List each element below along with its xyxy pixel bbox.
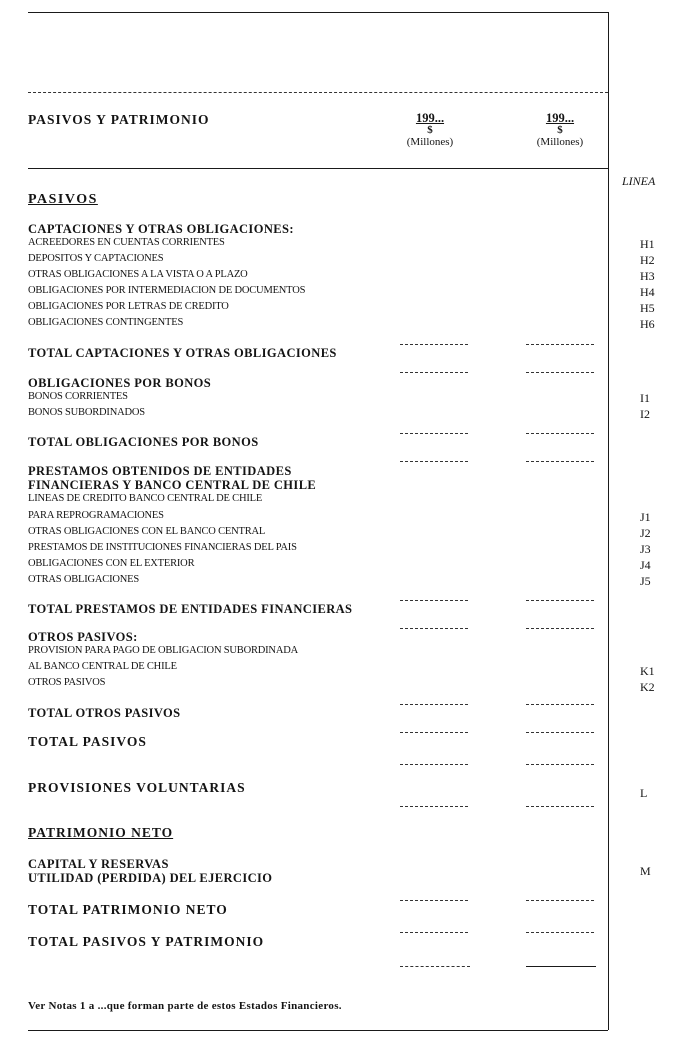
line-code: J4 [640, 558, 651, 572]
total-pasivos: TOTAL PASIVOS [28, 734, 147, 749]
amount-line-col1 [400, 732, 468, 733]
footer-note: Ver Notas 1 a ...que forman parte de estos Estados Financieros. [28, 1000, 342, 1012]
section-pasivos-title: PASIVOS [28, 192, 98, 207]
amount-line-col2 [526, 732, 594, 733]
line-item: AL BANCO CENTRAL DE CHILE [28, 661, 177, 672]
line-code: H1 [640, 237, 655, 251]
line-code: K2 [640, 680, 655, 694]
total-bonos: TOTAL OBLIGACIONES POR BONOS [28, 435, 259, 449]
group-prestamos-title-2: FINANCIERAS Y BANCO CENTRAL DE CHILE [28, 478, 317, 492]
line-item: OBLIGACIONES POR INTERMEDIACION DE DOCUMENTOS [28, 285, 306, 296]
amount-line-col2 [526, 344, 594, 345]
line-code: H5 [640, 301, 655, 315]
line-code: L [640, 786, 648, 800]
page-title: PASIVOS Y PATRIMONIO [28, 112, 210, 127]
line-item: OTRAS OBLIGACIONES A LA VISTA O A PLAZO [28, 269, 248, 280]
line-code: J5 [640, 574, 651, 588]
header-top-rule [28, 92, 608, 93]
line-code: I2 [640, 407, 650, 421]
amount-line-col2 [526, 600, 594, 601]
amount-line-col1 [400, 966, 470, 967]
group-captaciones-title: CAPTACIONES Y OTRAS OBLIGACIONES: [28, 222, 294, 236]
right-rule-upper [608, 12, 609, 150]
total-prestamos: TOTAL PRESTAMOS DE ENTIDADES FINANCIERAS [28, 602, 353, 616]
line-item: LINEAS DE CREDITO BANCO CENTRAL DE CHILE [28, 493, 263, 504]
amount-line-col1 [400, 806, 468, 807]
line-code: J1 [640, 510, 651, 524]
column-2-currency: $ [557, 124, 563, 136]
amount-line-col1 [400, 433, 468, 434]
line-item: PROVISION PARA PAGO DE OBLIGACION SUBORDINADA [28, 645, 298, 656]
line-item: PRESTAMOS DE INSTITUCIONES FINANCIERAS DEL PAIS [28, 542, 297, 553]
line-item: OBLIGACIONES POR LETRAS DE CREDITO [28, 301, 229, 312]
header-bottom-rule [28, 168, 608, 169]
group-prestamos-title-1: PRESTAMOS OBTENIDOS DE ENTIDADES [28, 464, 292, 478]
column-1-year: 199... [415, 111, 445, 125]
line-item: OTROS PASIVOS [28, 677, 106, 688]
amount-line-col1 [400, 628, 468, 629]
line-code: H2 [640, 253, 655, 267]
amount-line-col1 [400, 764, 468, 765]
line-code: H4 [640, 285, 655, 299]
line-item: ACREEDORES EN CUENTAS CORRIENTES [28, 237, 225, 248]
group-bonos-title: OBLIGACIONES POR BONOS [28, 376, 212, 390]
column-1-currency: $ [427, 124, 433, 136]
column-1-header [390, 112, 470, 148]
line-code: K1 [640, 664, 655, 678]
line-item: PARA REPROGRAMACIONES [28, 510, 164, 521]
total-patrimonio: TOTAL PATRIMONIO NETO [28, 902, 228, 917]
linea-label: LINEA [622, 174, 656, 188]
line-code: I1 [640, 391, 650, 405]
amount-line-col1 [400, 900, 468, 901]
total-otros-pasivos: TOTAL OTROS PASIVOS [28, 706, 181, 720]
bottom-rule [28, 1030, 608, 1031]
column-1-unit: (Millones) [406, 136, 454, 148]
line-item: BONOS SUBORDINADOS [28, 407, 145, 418]
amount-line-col2 [526, 764, 594, 765]
line-item: DEPOSITOS Y CAPTACIONES [28, 253, 164, 264]
right-rule-lower [608, 150, 609, 1030]
patrimonio-item-2: UTILIDAD (PERDIDA) DEL EJERCICIO [28, 871, 273, 885]
amount-line-col2 [526, 704, 594, 705]
line-code: M [640, 864, 651, 878]
top-rule [28, 12, 608, 13]
line-item: OBLIGACIONES CON EL EXTERIOR [28, 558, 195, 569]
provisiones-voluntarias: PROVISIONES VOLUNTARIAS [28, 780, 246, 795]
column-2-header [520, 112, 600, 148]
line-code: J3 [640, 542, 651, 556]
amount-line-col2 [526, 461, 594, 462]
line-item: OBLIGACIONES CONTINGENTES [28, 317, 184, 328]
amount-line-col1 [400, 932, 468, 933]
line-item: OTRAS OBLIGACIONES [28, 574, 140, 585]
amount-line-col1 [400, 461, 468, 462]
column-2-year: 199... [545, 111, 575, 125]
group-otros-title: OTROS PASIVOS: [28, 630, 138, 644]
amount-line-col1 [400, 372, 468, 373]
amount-line-col2 [526, 806, 594, 807]
grand-total: TOTAL PASIVOS Y PATRIMONIO [28, 934, 265, 949]
amount-line-col2 [526, 900, 594, 901]
line-code: H6 [640, 317, 655, 331]
amount-line-col2 [526, 932, 594, 933]
amount-line-col1 [400, 704, 468, 705]
patrimonio-item-1: CAPITAL Y RESERVAS [28, 857, 169, 871]
amount-line-col2 [526, 372, 594, 373]
line-code: J2 [640, 526, 651, 540]
amount-line-col1 [400, 344, 468, 345]
line-item: BONOS CORRIENTES [28, 391, 128, 402]
column-2-unit: (Millones) [536, 136, 584, 148]
total-captaciones: TOTAL CAPTACIONES Y OTRAS OBLIGACIONES [28, 346, 337, 360]
line-item: OTRAS OBLIGACIONES CON EL BANCO CENTRAL [28, 526, 266, 537]
amount-line-col2 [526, 628, 594, 629]
section-patrimonio-title: PATRIMONIO NETO [28, 825, 174, 840]
amount-line-col1 [400, 600, 468, 601]
amount-line-col2 [526, 433, 594, 434]
line-code: H3 [640, 269, 655, 283]
amount-line-col2-final [526, 966, 596, 967]
